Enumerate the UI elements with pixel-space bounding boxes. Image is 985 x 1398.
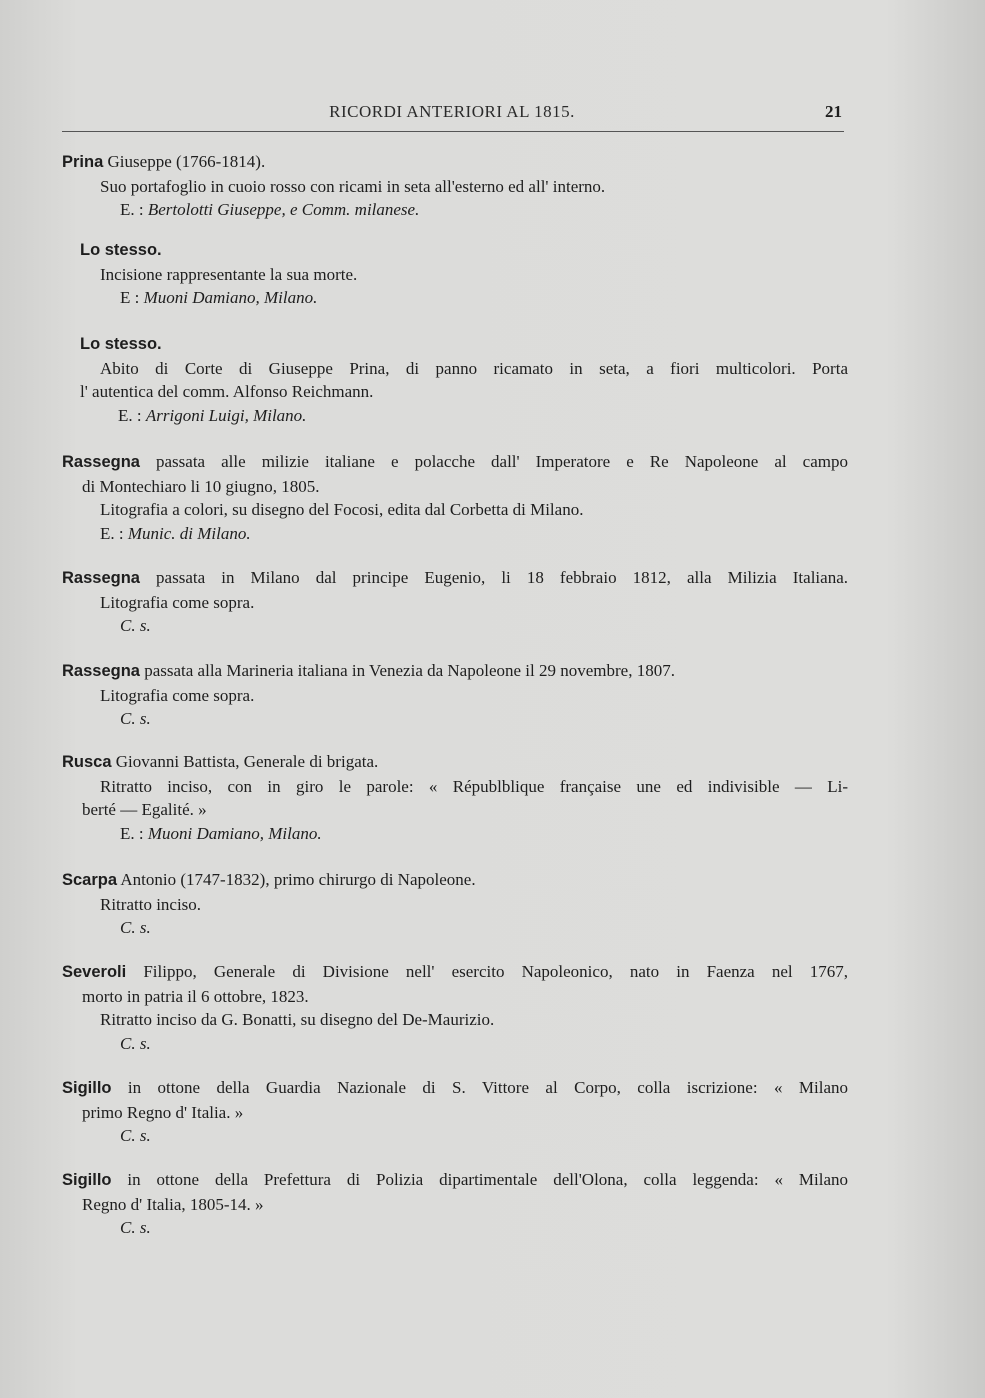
- entry-lead-rest: in ottone della Guardia Nazionale di S. Vittore al Corpo, colla iscrizione: « Milano: [111, 1078, 848, 1097]
- entry-line: Suo portafoglio in cuoio rosso con ricami in seta all'esterno ed all' interno.: [100, 176, 606, 196]
- entry-lead: Rassegna: [62, 453, 140, 471]
- running-title: RICORDI ANTERIORI AL 1815.: [329, 102, 575, 121]
- entry-line: Regno d' Italia, 1805-14. »: [82, 1194, 264, 1214]
- entry-source: [62, 822, 848, 846]
- entry-source: C. s.: [120, 1126, 151, 1145]
- source-label: E. :: [118, 405, 146, 425]
- entry-source: C. s.: [120, 1218, 151, 1237]
- source-label: E. :: [120, 823, 148, 843]
- catalog-entry: [62, 960, 848, 1055]
- entry-line: Ritratto inciso.: [100, 894, 202, 914]
- entry-line: Abito di Corte di Giuseppe Prina, di panno ricamato in seta, a fiori multicolori. Porta: [100, 358, 848, 378]
- entry-source: [80, 286, 848, 310]
- entry-heading: [62, 750, 848, 775]
- entry-line: Ritratto inciso, con in giro le parole: « Républblique française une ed indivisible — Li-: [100, 776, 848, 796]
- source-text: Muoni Damiano, Milano.: [147, 823, 322, 843]
- entry-line: l' autentica del comm. Alfonso Reichmann.: [80, 382, 374, 401]
- entry-heading: [80, 332, 848, 357]
- entry-lead: Sigillo: [62, 1171, 112, 1189]
- entry-line: Litografia a colori, su disegno del Focosi, edita dal Corbetta di Milano.: [100, 500, 584, 519]
- entry-heading: [62, 566, 848, 591]
- source-label: E. :: [100, 523, 128, 543]
- entry-source: [62, 198, 848, 222]
- entry-heading: [62, 1076, 848, 1101]
- entry-line: Litografia come sopra.: [100, 592, 255, 612]
- entry-line: Litografia come sopra.: [100, 685, 255, 705]
- source-text: Arrigoni Luigi, Milano.: [145, 405, 307, 425]
- entry-heading: [62, 960, 848, 985]
- entry-lead: Rusca: [62, 753, 112, 771]
- catalog-entry: [62, 150, 848, 222]
- entry-lead: Lo stesso.: [80, 335, 162, 353]
- entry-source: C. s.: [120, 918, 151, 937]
- entry-lead: Lo stesso.: [80, 241, 162, 259]
- entry-source: [62, 522, 848, 546]
- entry-lead: Rassegna: [62, 662, 140, 680]
- entry-lead: Severoli: [62, 963, 127, 981]
- entry-lead-rest: Giovanni Battista, Generale di brigata.: [111, 752, 379, 771]
- entry-line: berté — Egalité. »: [82, 800, 207, 819]
- source-label: E :: [120, 288, 144, 307]
- entry-source: C. s.: [120, 709, 151, 728]
- entry-heading: [80, 238, 848, 263]
- entry-source: C. s.: [120, 1033, 151, 1053]
- entry-line: Incisione rappresentante la sua morte.: [100, 264, 358, 284]
- entry-lead: Sigillo: [62, 1079, 112, 1097]
- source-text: Munic. di Milano.: [127, 523, 251, 543]
- entry-lead-rest: passata alla Marineria italiana in Venezia da Napoleone il 29 novembre, 1807.: [139, 661, 675, 680]
- entry-lead-rest: Giuseppe (1766-1814).: [103, 152, 266, 171]
- catalog-entry: [80, 332, 848, 427]
- entry-lead: Prina: [62, 153, 104, 171]
- entry-line: Ritratto inciso da G. Bonatti, su disegno del De-Maurizio.: [100, 1010, 495, 1029]
- entry-lead-rest: passata in Milano dal principe Eugenio, li 18 febbraio 1812, alla Milizia Italiana.: [139, 568, 848, 587]
- entry-source: C. s.: [120, 616, 151, 635]
- page-number: 21: [825, 102, 842, 121]
- entry-lead: Scarpa: [62, 871, 118, 889]
- source-label: E. :: [120, 200, 148, 219]
- entry-heading: [62, 659, 848, 684]
- entry-line: primo Regno d' Italia. »: [82, 1102, 244, 1122]
- catalog-entry: [62, 566, 848, 638]
- entry-heading: [62, 868, 848, 893]
- catalog-entry: [62, 450, 848, 545]
- page-header: [62, 102, 842, 130]
- entry-heading: [62, 1168, 848, 1193]
- entry-lead-rest: Filippo, Generale di Divisione nell' esercito Napoleonico, nato in Faenza nel 1767,: [126, 962, 848, 981]
- catalog-entry: [62, 750, 848, 845]
- entry-lead-rest: Antonio (1747-1832), primo chirurgo di Napoleone.: [117, 870, 476, 889]
- entry-line: morto in patria il 6 ottobre, 1823.: [82, 986, 309, 1006]
- entry-lead-rest: in ottone della Prefettura di Polizia dipartimentale dell'Olona, colla leggenda: « Milano: [111, 1170, 848, 1189]
- catalog-entry: [62, 1076, 848, 1148]
- entry-lead-rest: passata alle milizie italiane e polacche dall' Imperatore e Re Napoleone al campo: [139, 452, 848, 471]
- entry-heading: [62, 150, 848, 175]
- entry-lead: Rassegna: [62, 569, 140, 587]
- catalog-entry: [62, 1168, 848, 1240]
- catalog-entry: [80, 238, 848, 310]
- catalog-entry: [62, 659, 848, 731]
- source-text: Bertolotti Giuseppe, e Comm. milanese.: [147, 200, 420, 219]
- source-text: Muoni Damiano, Milano.: [143, 288, 318, 307]
- catalog-entry: [62, 868, 848, 940]
- entry-line: di Montechiaro li 10 giugno, 1805.: [82, 476, 320, 496]
- entry-heading: [62, 450, 848, 475]
- entry-source: [80, 404, 848, 428]
- header-rule: [62, 131, 844, 132]
